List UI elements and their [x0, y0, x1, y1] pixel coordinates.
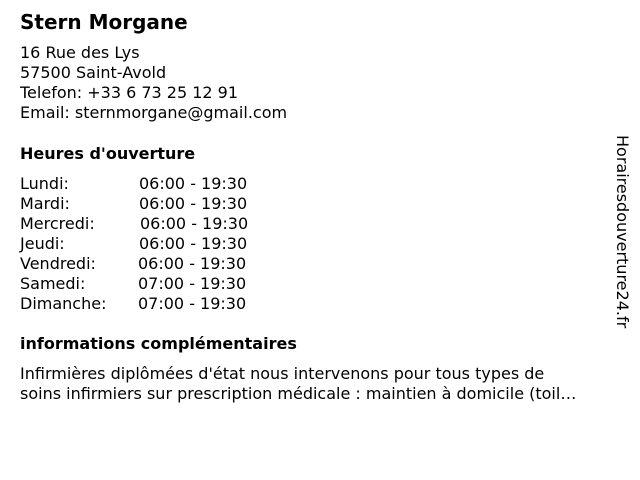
day-label: Mardi:	[20, 194, 70, 213]
time-range: 06:00 - 19:30	[139, 234, 248, 253]
contact-block	[20, 43, 287, 123]
site-watermark	[612, 135, 632, 345]
watermark-text: Horairesdouverture24.fr	[613, 135, 632, 329]
time-range: 06:00 - 19:30	[138, 254, 247, 273]
info-line: Infirmières diplômées d'état nous intervenons pour tous types de	[20, 364, 545, 383]
day-label: Jeudi:	[20, 234, 65, 253]
time-range: 06:00 - 19:30	[140, 214, 249, 233]
street-address: 16 Rue des Lys	[20, 43, 140, 62]
city-line: 57500 Saint-Avold	[20, 63, 167, 82]
email-line: Email: sternmorgane@gmail.com	[20, 103, 288, 122]
time-range: 07:00 - 19:30	[138, 274, 247, 293]
hours-heading: Heures d'ouverture	[20, 144, 196, 163]
time-range: 07:00 - 19:30	[138, 294, 247, 313]
time-range: 06:00 - 19:30	[139, 174, 248, 193]
day-label: Vendredi:	[20, 254, 96, 273]
business-name: Stern Morgane	[20, 10, 188, 34]
time-range: 06:00 - 19:30	[139, 194, 248, 213]
day-label: Lundi:	[20, 174, 69, 193]
info-line: soins infirmiers sur prescription médicale : maintien à domicile (toil…	[20, 384, 577, 403]
day-label: Mercredi:	[20, 214, 95, 233]
info-heading: informations complémentaires	[20, 334, 297, 353]
day-label: Dimanche:	[20, 294, 107, 313]
day-label: Samedi:	[20, 274, 86, 293]
phone-line: Telefon: +33 6 73 25 12 91	[20, 83, 239, 102]
info-description	[20, 364, 632, 404]
